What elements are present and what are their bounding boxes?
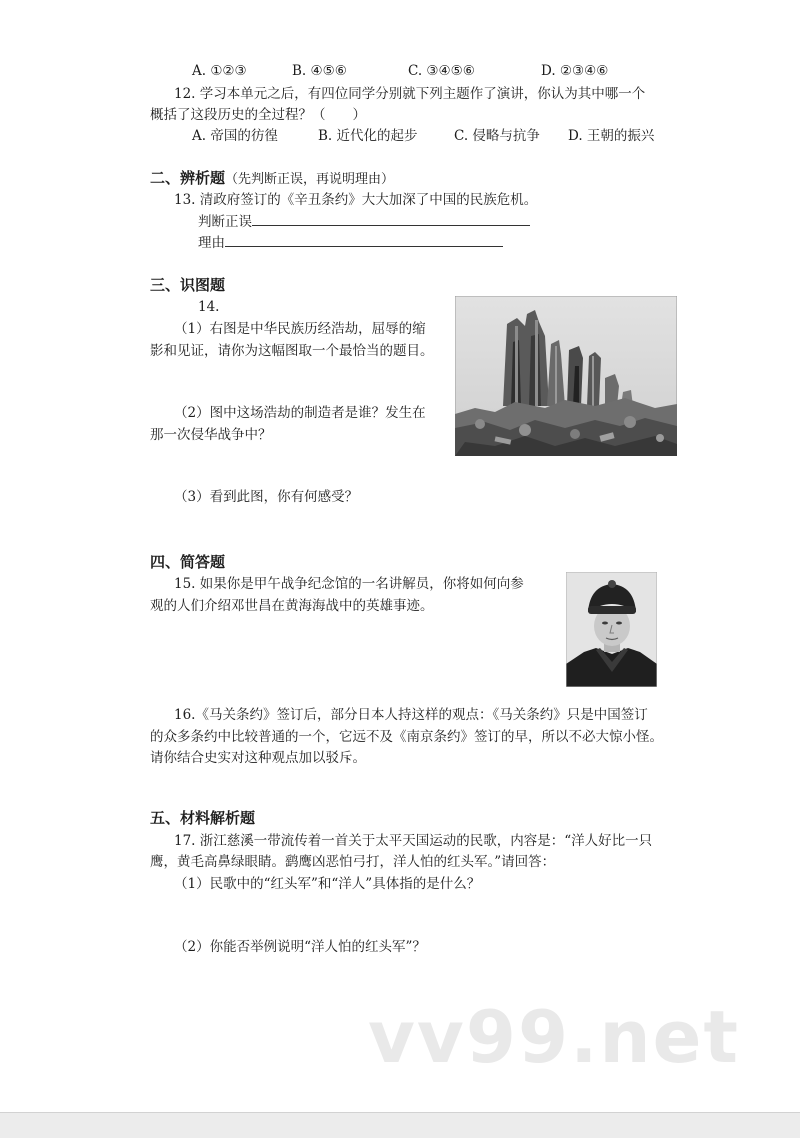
q12-line2: 概括了这段历史的全过程？（ ） [150, 107, 366, 123]
portrait-photo [566, 572, 657, 687]
q13-reason-blank[interactable] [225, 234, 503, 247]
q12-option-c: C. 侵略与抗争 [454, 128, 540, 144]
q17-sub2: （2）你能否举例说明“洋人怕的红头军”？ [174, 939, 426, 955]
q11-option-d: D. ②③④⑥ [541, 63, 609, 79]
q12-option-a: A. 帝国的彷徨 [192, 128, 278, 144]
section-4-title: 四、简答题 [150, 553, 226, 571]
section-5-title: 五、材料解析题 [150, 809, 256, 827]
q11-option-c: C. ③④⑤⑥ [408, 63, 475, 79]
q17-line2: 鹰，黄毛高鼻绿眼睛。鹞鹰凶恶怕弓打，洋人怕的红头军。”请回答： [150, 854, 556, 870]
q14-part2-line2: 那一次侵华战争中？ [150, 427, 272, 443]
q13-judge-row [198, 213, 530, 231]
section-2-note: （先判断正误，再说明理由） [225, 172, 395, 187]
q17-line1: 17. 浙江慈溪一带流传着一首关于太平天国运动的民歌，内容是：“洋人好比一只 [174, 833, 653, 849]
q13-reason-label: 理由 [198, 235, 225, 251]
section-2-title: 二、辨析题 [150, 169, 226, 187]
section-2-heading [150, 168, 394, 190]
watermark: vv99.net [368, 995, 740, 1079]
q17-sub1: （1）民歌中的“红头军”和“洋人”具体指的是什么？ [174, 876, 481, 892]
q11-option-a: A. ①②③ [192, 63, 247, 79]
viewer-bottom-bar [0, 1112, 800, 1138]
q14-part2-line1: （2）图中这场浩劫的制造者是谁？发生在 [174, 405, 426, 421]
section-3-title: 三、识图题 [150, 276, 226, 294]
q14-part1-line2: 影和见证，请你为这幅图取一个最恰当的题目。 [150, 343, 434, 359]
q12-line1: 12. 学习本单元之后，有四位同学分别就下列主题作了演讲，你认为其中哪一个 [174, 86, 646, 102]
q16-line2: 的众多条约中比较普通的一个，它远不及《南京条约》签订的早，所以不必大惊小怪。 [150, 729, 663, 745]
q12-option-b: B. 近代化的起步 [318, 128, 418, 144]
q14-part1-line1: （1）右图是中华民族历经浩劫，屈辱的缩 [174, 321, 426, 337]
q15-line2: 观的人们介绍邓世昌在黄海海战中的英雄事迹。 [150, 598, 434, 614]
ruins-photo [455, 296, 677, 456]
q12-option-d: D. 王朝的振兴 [568, 128, 655, 144]
q13-reason-row [198, 234, 503, 252]
q13-text: 13. 清政府签订的《辛丑条约》大大加深了中国的民族危机。 [174, 192, 538, 208]
q14-number: 14. [198, 299, 220, 315]
q15-line1: 15. 如果你是甲午战争纪念馆的一名讲解员，你将如何向参 [174, 576, 524, 592]
q16-line3: 请你结合史实对这种观点加以驳斥。 [150, 750, 366, 766]
q16-line1: 16.《马关条约》签订后，部分日本人持这样的观点：《马关条约》只是中国签订 [174, 707, 648, 723]
q13-judge-label: 判断正误 [198, 214, 252, 230]
q13-judge-blank[interactable] [252, 213, 530, 226]
q14-part3: （3）看到此图，你有何感受？ [174, 489, 359, 505]
q11-option-b: B. ④⑤⑥ [292, 63, 347, 79]
